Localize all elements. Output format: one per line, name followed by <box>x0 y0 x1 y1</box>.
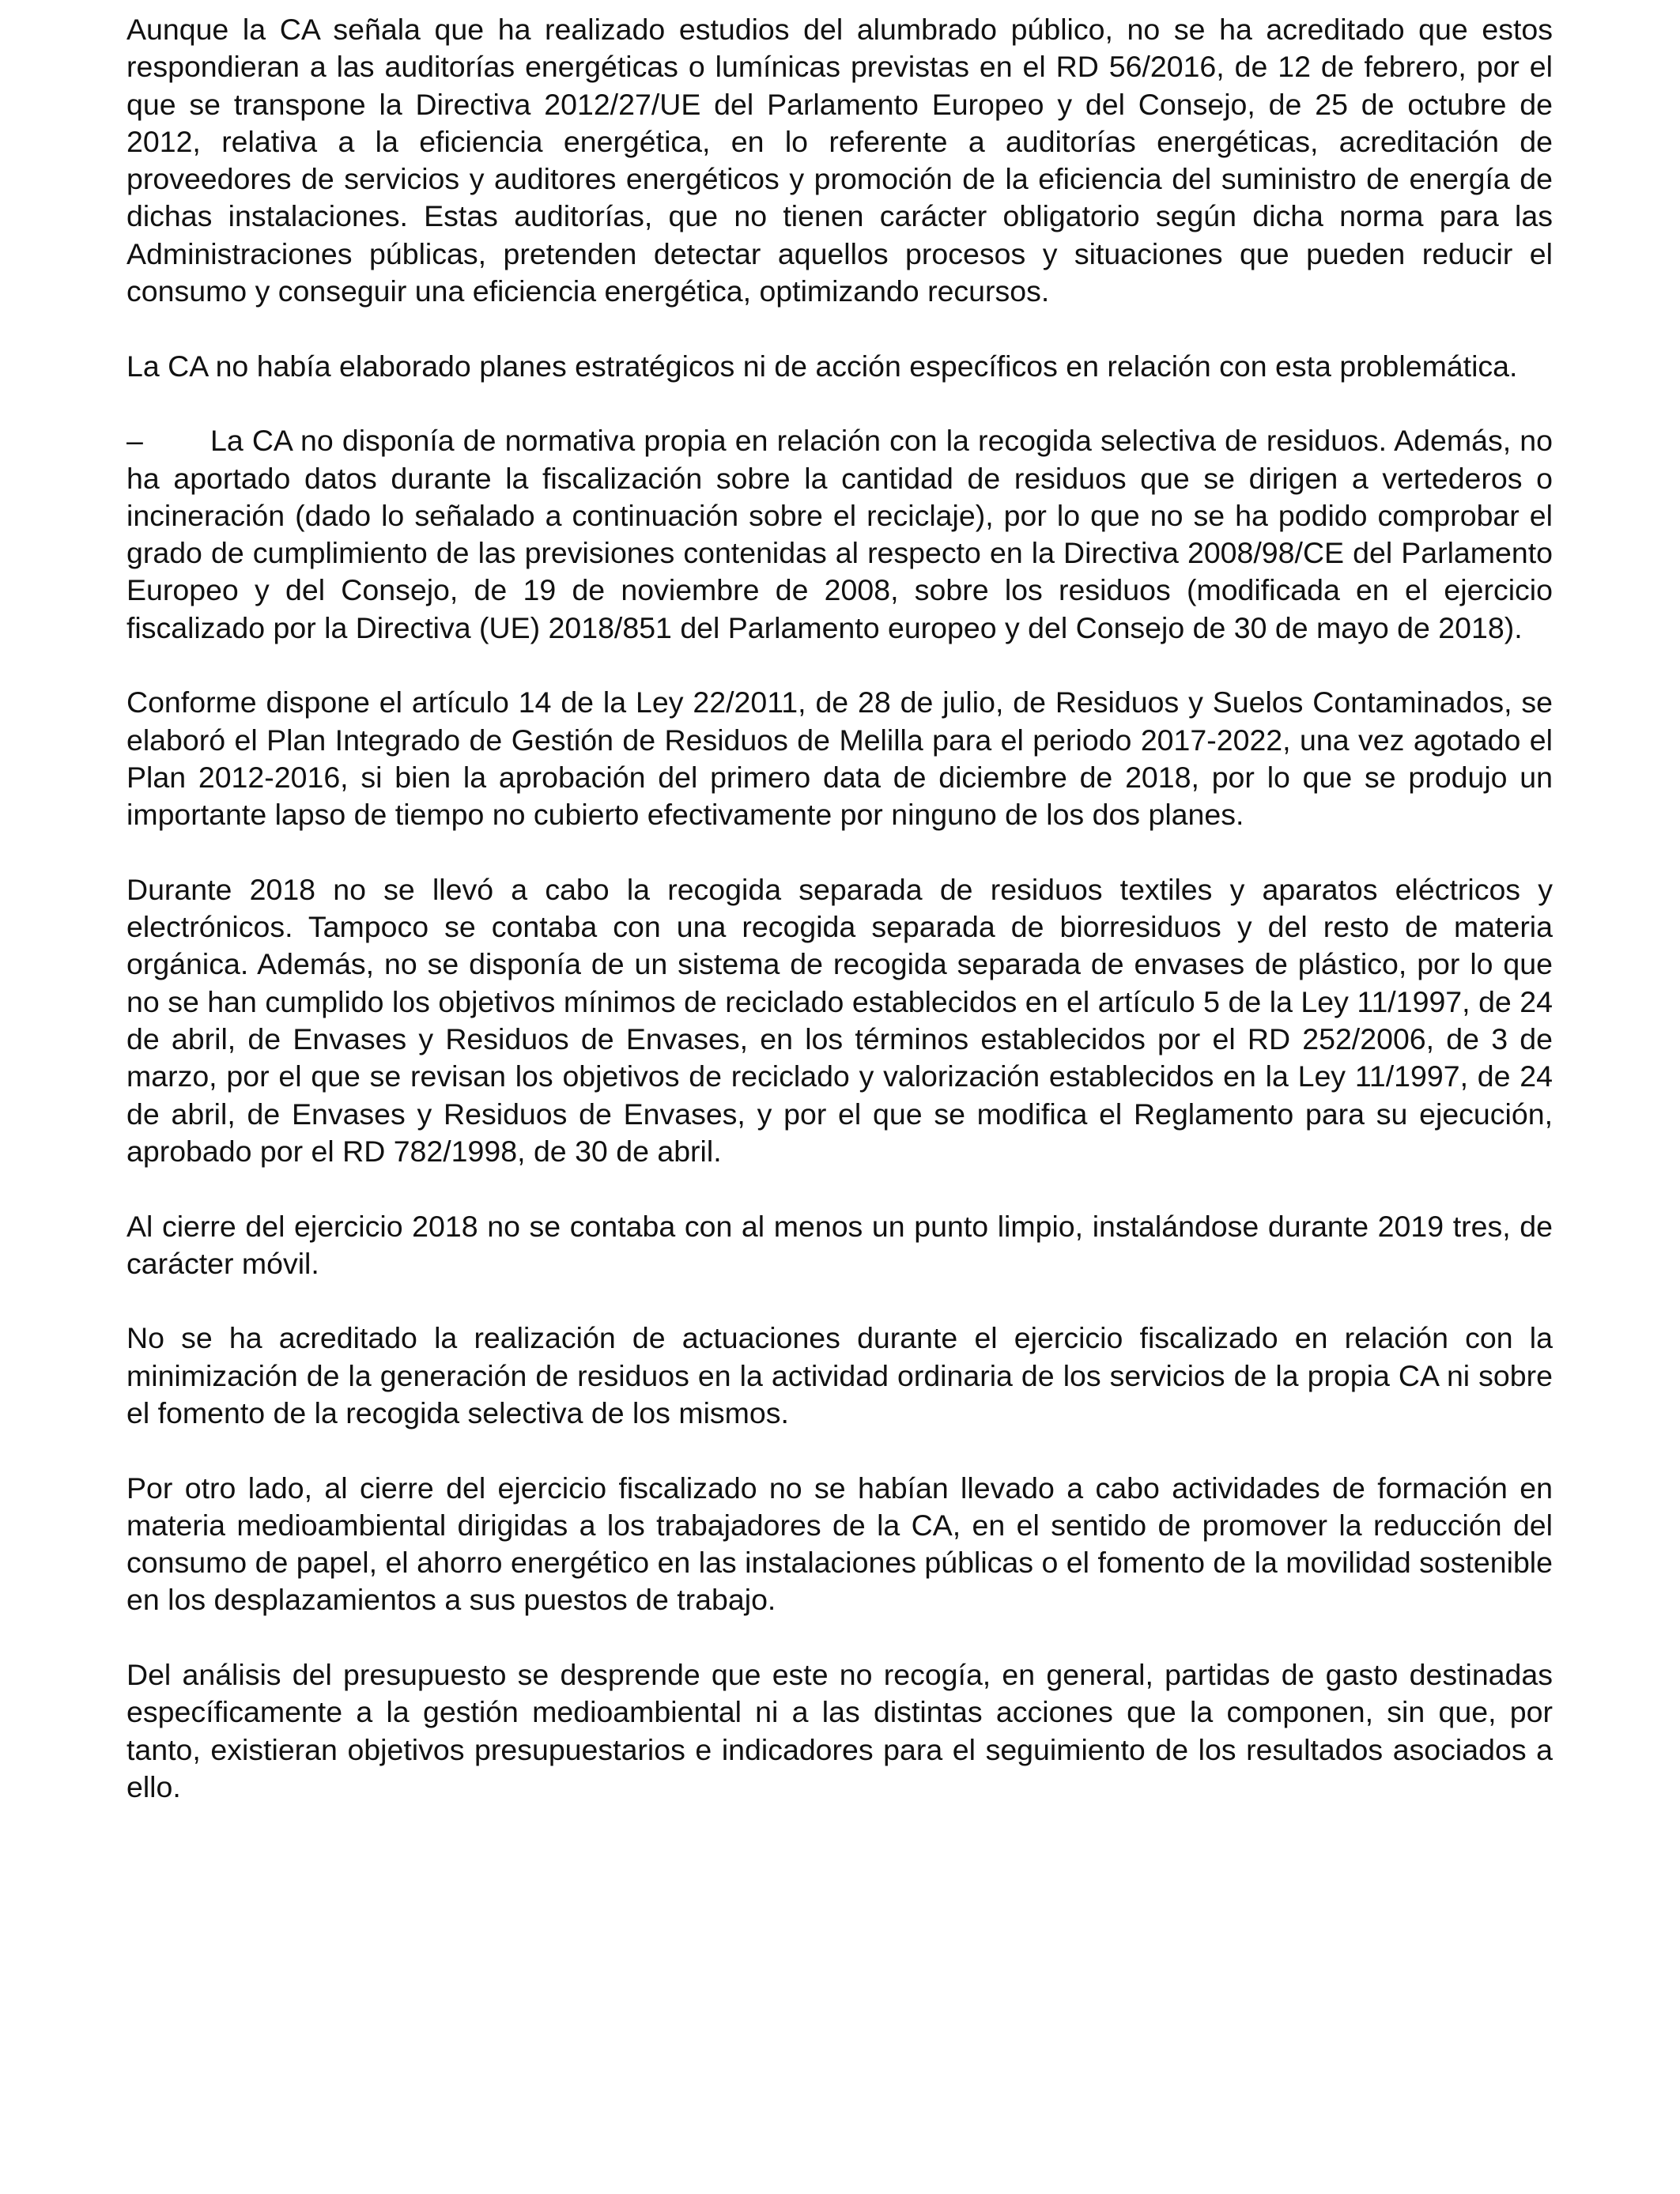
document-page <box>126 11 1553 1844</box>
paragraph-normativa-residuos <box>126 422 1553 647</box>
paragraph-minimizacion-residuos: No se ha acreditado la realización de actuaciones durante el ejercicio fiscalizado en relación con la minimización de la generación de residuos en la actividad ordinaria de los servicios de la propia CA ni sobre el fomento de la recogida selectiva de los mismos. <box>126 1321 1553 1429</box>
list-dash-marker: – <box>126 424 143 458</box>
paragraph-plan-integrado-residuos: Conforme dispone el artículo 14 de la Ley 22/2011, de 28 de julio, de Residuos y Suelos Contaminados, se elaboró el Plan Integrado de Gestión de Residuos de Melilla para el periodo 2017-2022, una vez agotado el Plan 2012-2016, si bien la aprobación del primero data de diciembre de 2018, por lo que se produjo un importante lapso de tiempo no cubierto efectivamente por ninguno de los dos planes. <box>126 685 1553 832</box>
paragraph-normativa-residuos-text: La CA no disponía de normativa propia en relación con la recogida selectiva de residuos. Además, no ha aportado datos durante la fiscalización sobre la cantidad de residuos que se dirigen a vertederos o incineración (dado lo señalado a continuación sobre el reciclaje), por lo que no se ha podido comprobar el grado de cumplimiento de las previsiones contenidas al respecto en la Directiva 2008/98/CE del Parlamento Europeo y del Consejo, de 19 de noviembre de 2008, sobre los residuos (modificada en el ejercicio fiscalizado por la Directiva (UE) 2018/851 del Parlamento europeo y del Consejo de 30 de mayo de 2018). <box>126 424 1553 644</box>
paragraph-recogida-separada: Durante 2018 no se llevó a cabo la recogida separada de residuos textiles y aparatos eléctricos y electrónicos. Tampoco se contaba con una recogida separada de biorresiduos y del resto de materia orgánica. Además, no se disponía de un sistema de recogida separada de envases de plástico, por lo que no se han cumplido los objetivos mínimos de reciclado establecidos en el artículo 5 de la Ley 11/1997, de 24 de abril, de Envases y Residuos de Envases, en los términos establecidos por el RD 252/2006, de 3 de marzo, por el que se revisan los objetivos de reciclado y valorización establecidos en la Ley 11/1997, de 24 de abril, de Envases y Residuos de Envases, y por el que se modifica el Reglamento para su ejecución, aprobado por el RD 782/1998, de 30 de abril. <box>126 872 1553 1168</box>
paragraph-planes-estrategicos: La CA no había elaborado planes estratégicos ni de acción específicos en relación con esta problemática. <box>126 349 1518 383</box>
paragraph-formacion-medioambiental: Por otro lado, al cierre del ejercicio fiscalizado no se habían llevado a cabo actividades de formación en materia medioambiental dirigidas a los trabajadores de la CA, en el sentido de promover la reducción del consumo de papel, el ahorro energético en las instalaciones públicas o el fomento de la movilidad sostenible en los desplazamientos a sus puestos de trabajo. <box>126 1471 1553 1617</box>
paragraph-auditorias-energeticas: Aunque la CA señala que ha realizado estudios del alumbrado público, no se ha acreditado que estos respondieran a las auditorías energéticas o lumínicas previstas en el RD 56/2016, de 12 de febrero, por el que se transpone la Directiva 2012/27/UE del Parlamento Europeo y del Consejo, de 25 de octubre de 2012, relativa a la eficiencia energética, en lo referente a auditorías energéticas, acreditación de proveedores de servicios y auditores energéticos y promoción de la eficiencia del suministro de energía de dichas instalaciones. Estas auditorías, que no tienen carácter obligatorio según dicha norma para las Administraciones públicas, pretenden detectar aquellos procesos y situaciones que pueden reducir el consumo y conseguir una eficiencia energética, optimizando recursos. <box>126 13 1553 308</box>
paragraph-punto-limpio: Al cierre del ejercicio 2018 no se contaba con al menos un punto limpio, instalándose durante 2019 tres, de carácter móvil. <box>126 1209 1553 1280</box>
paragraph-presupuesto: Del análisis del presupuesto se desprende que este no recogía, en general, partidas de gasto destinadas específicamente a la gestión medioambiental ni a las distintas acciones que la componen, sin que, por tanto, existieran objetivos presupuestarios e indicadores para el seguimiento de los resultados asociados a ello. <box>126 1658 1553 1803</box>
